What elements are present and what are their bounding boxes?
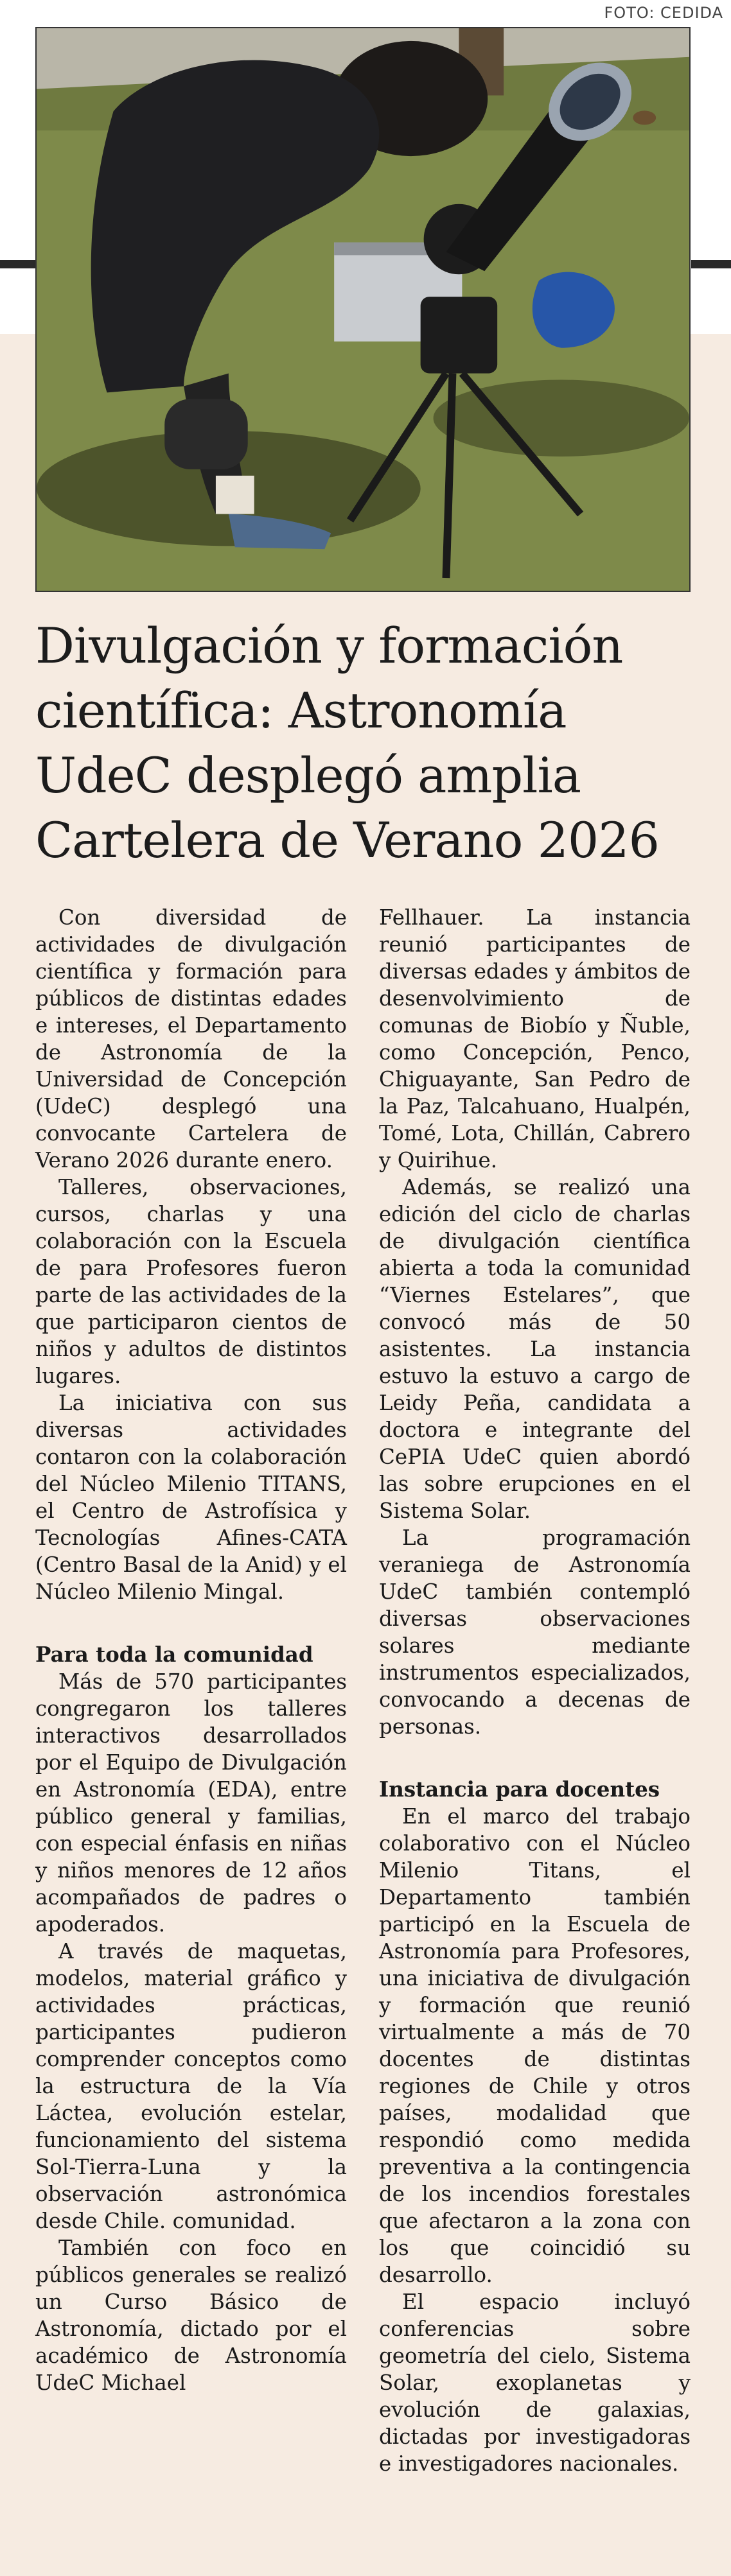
- divider-rule-right: [691, 260, 731, 268]
- headline: Divulgación y formación científica: Astronomía UdeC desplegó amplia Cartelera de Verano 2026: [35, 617, 659, 869]
- subheading-teachers: Instancia para docentes: [379, 1777, 660, 1802]
- article-column-right: [379, 904, 691, 2477]
- paragraph: Además, se realizó una edición del ciclo de charlas de divulgación científica abierta a toda la comunidad “Viernes Estelares”, que convocó más de 50 asistentes. La instancia estuvo la estuvo a cargo de Leidy Peña, candidata a doctora e integrante del CePIA UdeC quien abordó las sobre erupciones en el Sistema Solar.: [379, 1175, 691, 1523]
- paragraph: Fellhauer. La instancia reunió participantes de diversas edades y ámbitos de desenvolvimiento de comunas de Biobío y Ñuble, como Concepción, Penco, Chiguayante, San Pedro de la Paz, Talcahuano, Hualpén, Tomé, Lota, Chillán, Cabrero y Quirihue.: [379, 905, 691, 1172]
- paragraph: La iniciativa con sus diversas actividades contaron con la colaboración del Núcleo Milenio TITANS, el Centro de Astrofísica y Tecnologías Afines-CATA (Centro Basal de la Anid) y el Núcleo Milenio Mingal.: [35, 1391, 347, 1604]
- paragraph: Con diversidad de actividades de divulgación científica y formación para públicos de distintas edades e intereses, el Departamento de Astronomía de la Universidad de Concepción (UdeC) desplegó una convocante Cartelera de Verano 2026 durante enero.: [35, 905, 347, 1172]
- telescope-photo-illustration: [37, 28, 689, 591]
- paragraph: Más de 570 participantes congregaron los talleres interactivos desarrollados por el Equipo de Divulgación en Astronomía (EDA), entre público general y familias, con especial énfasis en niñas y niños menores de 12 años acompañados de padres o apoderados.: [35, 1669, 347, 1936]
- divider-rule-left: [0, 260, 35, 268]
- article-photo: [35, 27, 691, 592]
- paragraph: También con foco en públicos generales se realizó un Curso Básico de Astronomía, dictado por el académico de Astronomía UdeC Michael: [35, 2236, 347, 2395]
- article-column-left: [35, 904, 347, 2396]
- paragraph: La programación veraniega de Astronomía UdeC también contempló diversas observaciones solares mediante instrumentos especializados, convocando a decenas de personas.: [379, 1526, 691, 1739]
- paragraph: El espacio incluyó conferencias sobre geometría del cielo, Sistema Solar, exoplanetas y evolución de galaxias, dictadas por investigadoras e investigadores nacionales.: [379, 2290, 691, 2476]
- paragraph: A través de maquetas, modelos, material gráfico y actividades prácticas, participantes pudieron comprender conceptos como la estructura de la Vía Láctea, evolución estelar, funcionamiento del sistema Sol-Tierra-Luna y la observación astronómica desde Chile. comunidad.: [35, 1939, 347, 2233]
- paragraph: En el marco del trabajo colaborativo con el Núcleo Milenio Titans, el Departamento también participó en la Escuela de Astronomía para Profesores, una iniciativa de divulgación y formación que reunió virtualmente a más de 70 docentes de distintas regiones de Chile y otros países, modalidad que respondió como medida preventiva a la contingencia de los incendios forestales que afectaron a la zona con los que coincidió su desarrollo.: [379, 1804, 691, 2287]
- paragraph: Talleres, observaciones, cursos, charlas y una colaboración con la Escuela de para Profesores fueron parte de las actividades de la que participaron cientos de niños y adultos de distintos lugares.: [35, 1175, 347, 1388]
- subheading-community: Para toda la comunidad: [35, 1642, 313, 1667]
- photo-credit: FOTO: CEDIDA: [604, 4, 723, 22]
